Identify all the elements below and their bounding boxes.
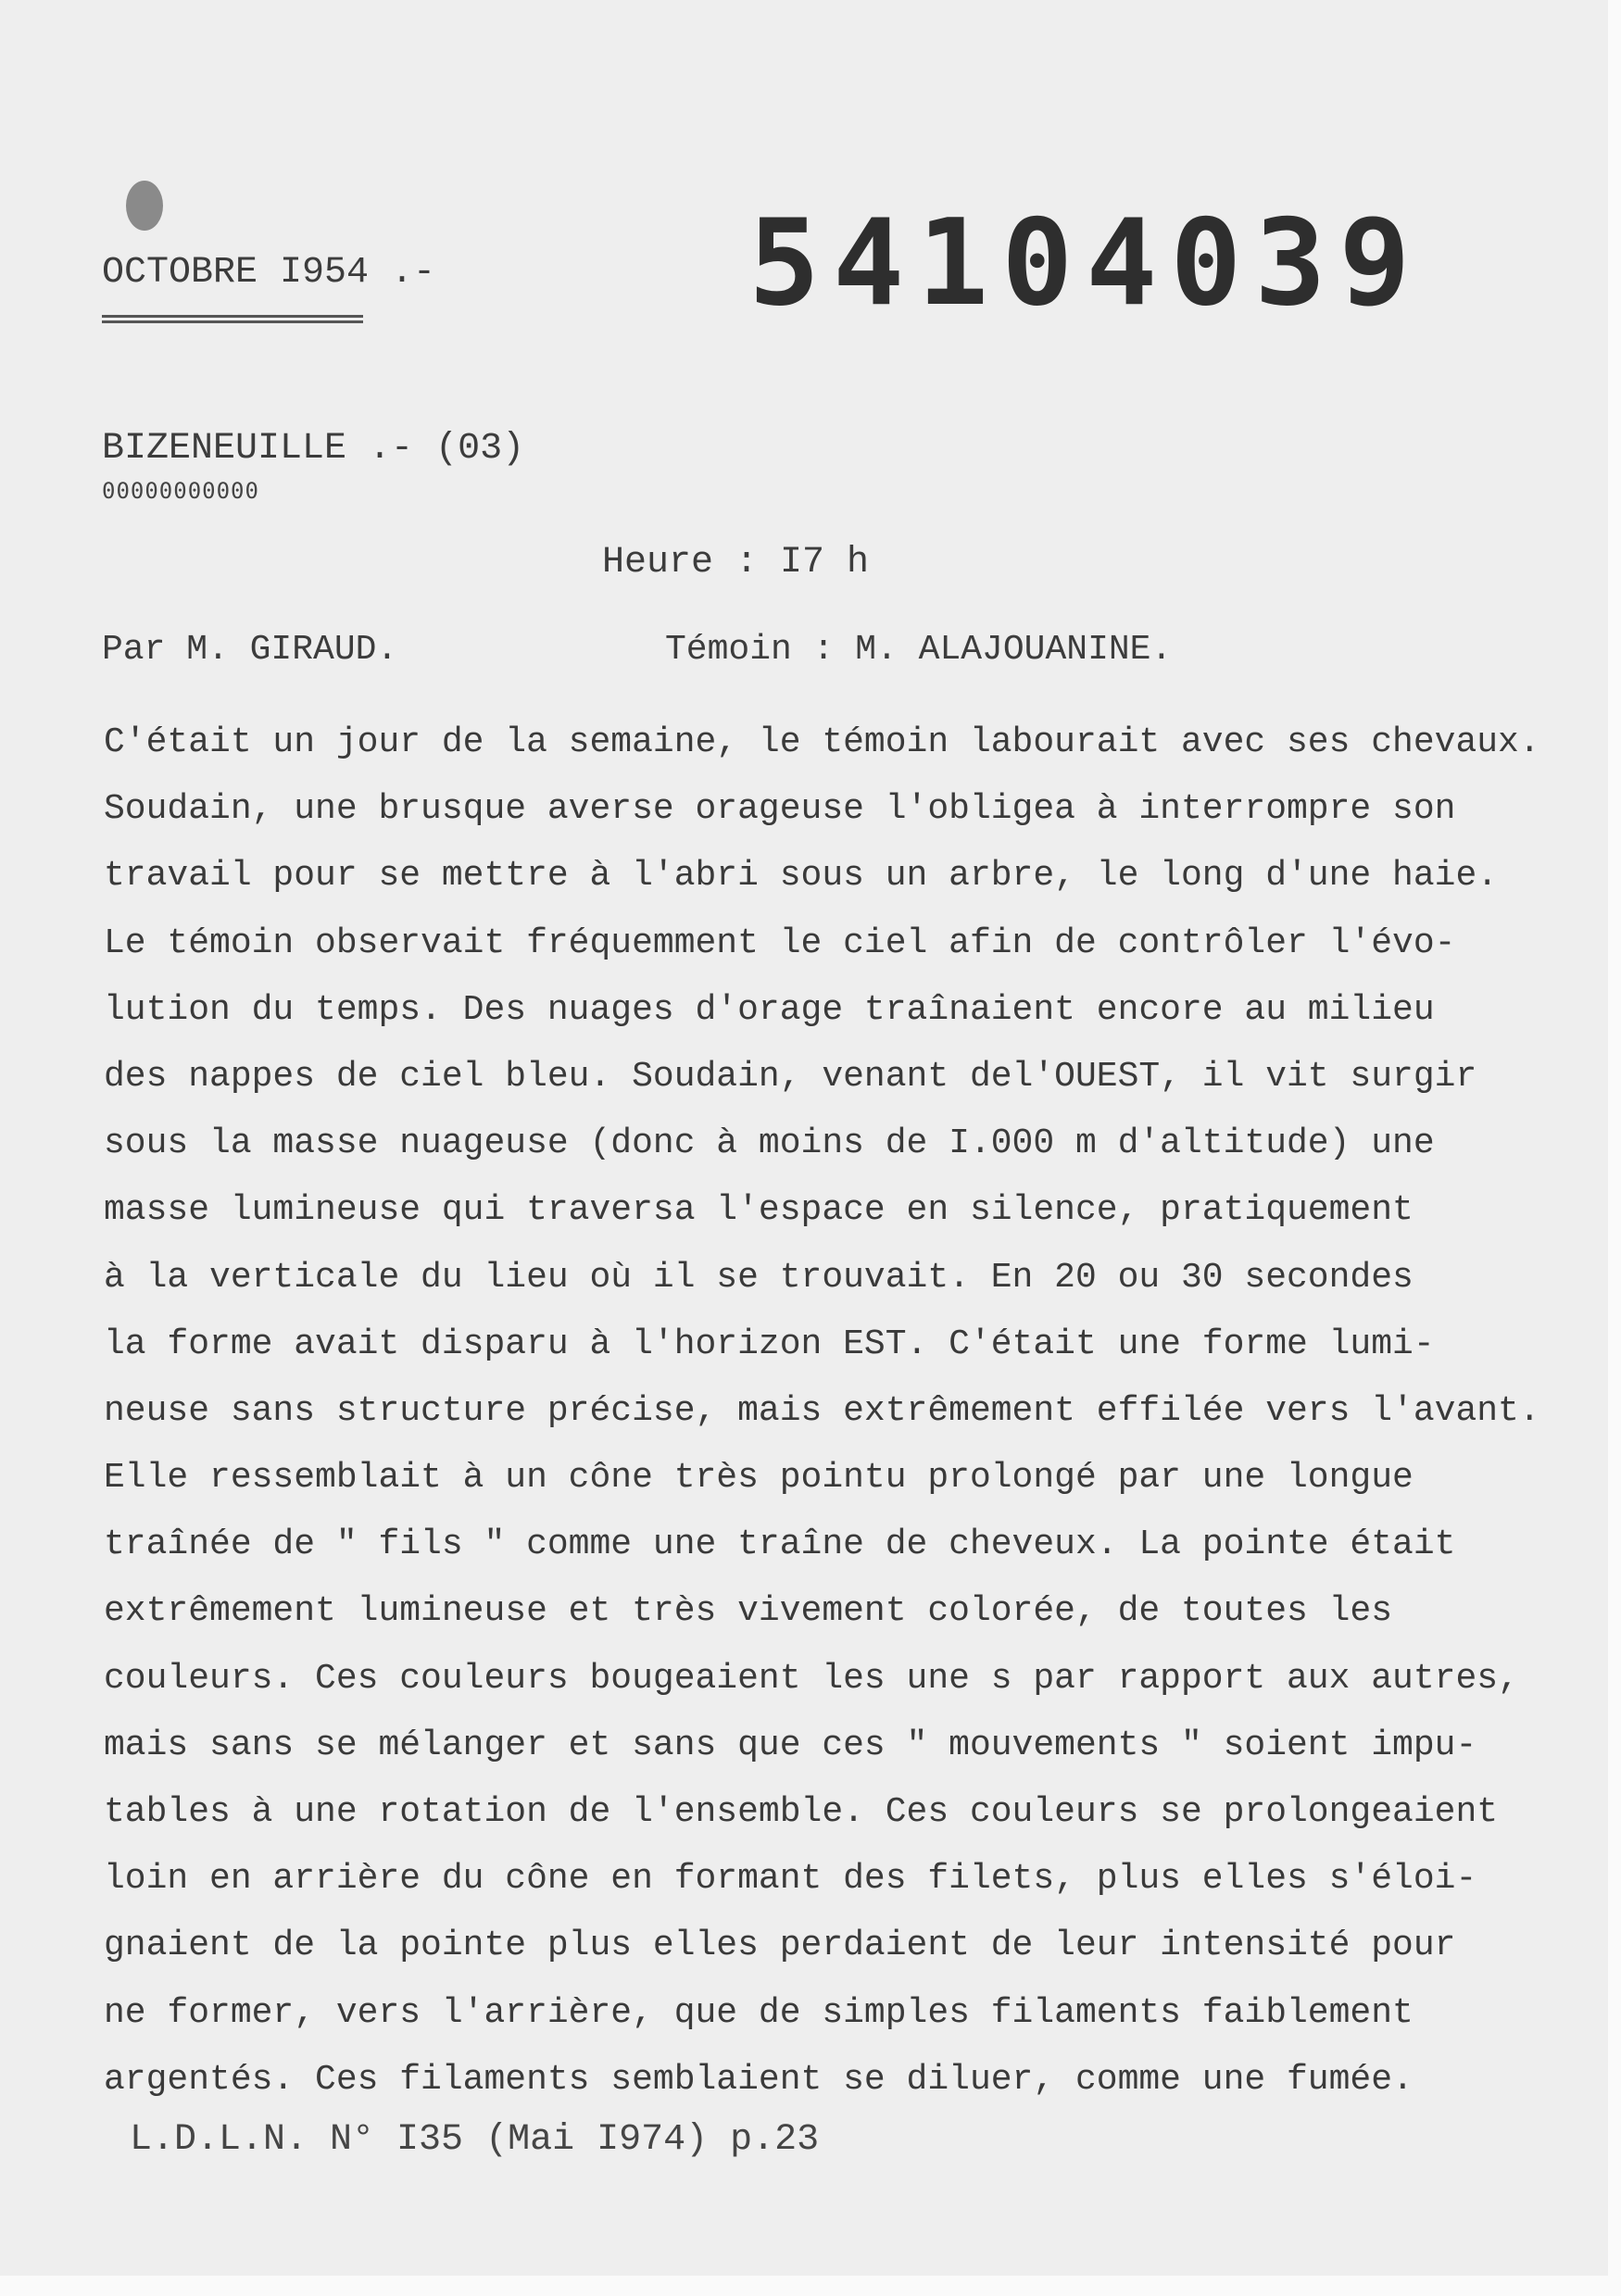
report-body	[104, 715, 1586, 2119]
source-citation: L.D.L.N. N° I35 (Mai I974) p.23	[130, 2119, 820, 2161]
body-line: ne former, vers l'arrière, que de simples filaments faiblement	[104, 1992, 1414, 2033]
body-line: traînée de " fils " comme une traîne de cheveux. La pointe était	[104, 1524, 1456, 1565]
body-line: Soudain, une brusque averse orageuse l'obligea à interrompre son	[104, 789, 1456, 830]
date-heading: OCTOBRE I954 .-	[102, 252, 436, 294]
body-line: à la verticale du lieu où il se trouvait. En 20 ou 30 secondes	[104, 1257, 1414, 1298]
time-line: Heure : I7 h	[602, 542, 870, 583]
place-heading: BIZENEUILLE .- (03)	[102, 428, 525, 470]
body-line: tables à une rotation de l'ensemble. Ces couleurs se prolongeaient	[104, 1792, 1499, 1832]
place-underline: 00000000000	[102, 478, 259, 504]
date-underline-double	[102, 320, 363, 323]
body-line: lution du temps. Des nuages d'orage traînaient encore au milieu	[104, 989, 1435, 1030]
body-line: masse lumineuse qui traversa l'espace en silence, pratiquement	[104, 1190, 1414, 1231]
body-line: des nappes de ciel bleu. Soudain, venant del'OUEST, il vit surgir	[104, 1056, 1477, 1097]
body-line: couleurs. Ces couleurs bougeaient les une s par rapport aux autres,	[104, 1658, 1519, 1699]
body-line: la forme avait disparu à l'horizon EST. C'était une forme lumi-	[104, 1324, 1435, 1364]
body-line: gnaient de la pointe plus elles perdaient de leur intensité pour	[104, 1926, 1456, 1966]
case-number-stamp: 54104039	[748, 194, 1424, 332]
body-line: mais sans se mélanger et sans que ces " mouvements " soient impu-	[104, 1725, 1477, 1765]
body-line: travail pour se mettre à l'abri sous un arbre, le long d'une haie.	[104, 856, 1499, 897]
body-line: loin en arrière du cône en formant des filets, plus elles s'éloi-	[104, 1859, 1477, 1900]
ink-blot-mark	[126, 181, 163, 231]
body-line: argentés. Ces filaments semblaient se diluer, comme une fumée.	[104, 2059, 1414, 2100]
body-line: sous la masse nuageuse (donc à moins de I.000 m d'altitude) une	[104, 1123, 1435, 1164]
body-line: extrêmement lumineuse et très vivement colorée, de toutes les	[104, 1591, 1393, 1632]
body-line: Elle ressemblait à un cône très pointu prolongé par une longue	[104, 1458, 1414, 1499]
witness-line: Témoin : M. ALAJOUANINE.	[665, 630, 1173, 670]
body-line: C'était un jour de la semaine, le témoin labourait avec ses chevaux.	[104, 722, 1540, 762]
body-line: neuse sans structure précise, mais extrêmement effilée vers l'avant.	[104, 1390, 1540, 1431]
date-underline	[102, 315, 363, 318]
author-line: Par M. GIRAUD.	[102, 630, 398, 670]
body-line: Le témoin observait fréquemment le ciel afin de contrôler l'évo-	[104, 922, 1456, 963]
